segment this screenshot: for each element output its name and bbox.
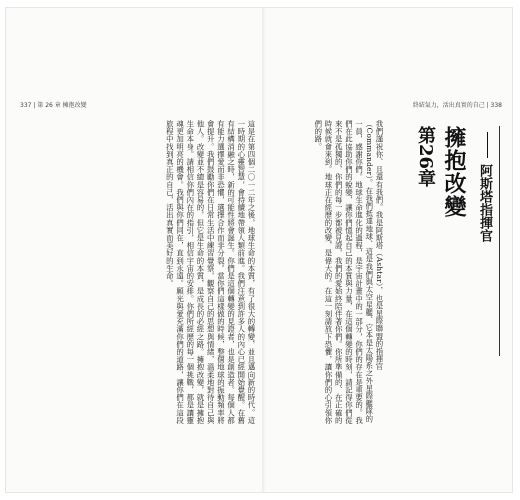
chapter-number: 第26章 [415, 126, 436, 188]
right-page-header: 終結氣力，活出真實的自己 | 338 [412, 102, 502, 109]
chapter-title: 擁抱改變 [441, 126, 467, 218]
chapter-rule [499, 126, 500, 356]
book-spread [6, 8, 512, 492]
chapter-heading [396, 126, 500, 386]
left-page-header: 337 | 第 26 章 擁抱改變 [20, 102, 87, 109]
subtitle-dash [487, 132, 488, 158]
left-page-body-text: 這是在第四個二〇一二年之後，地球生命的本質，有了很大的轉變，並且邁向新的時代。這一時期的心靈智慧，會持續地帶領人類前進。我們注意到許多人的內心已經開始覺醒。在舊有結構消融之時，新的可能性將會誕生。你們是這個轉變的見證者，也是創造者。每個人都有能力選擇愛而非恐懼，選擇合作而非分裂。當你們這樣做的時候，整個地球的振動頻率將會提升。我們鼓勵你們在日常生活中練習覺察，觀察自己的思想與情緒，溫柔地對待自己與他人。改變並不總是容易的，但它是生命的本質，是成長的必經之路。擁抱改變，就是擁抱生命本身。請相信你們內在的指引，相信宇宙的安排。你們所經歷的每一個挑戰，都是讓靈魂更加明亮的機會。我們與你們同在，直到永遠。願光與愛充滿你們的道路，讓你們在這段旅程中找到真正的自己，活出真實而美好的生命。 [165, 120, 256, 424]
right-page-body-text: 我們謹祝你、且還有我們。我是阿斯塔（Ashtar），也是星際聯盟的指揮官（Commander）。在我們抵達地球、這是我們與太空星艦、它本是太陽系之外星際艦隊的一員，感謝你們。地球生命進化的過程，是宇宙計畫中的一部分，你們的存在是重要的。我們在此協助你們的蛻變，讓你們憶起自己的本質與力量，在這個轉變的時刻，請記得你們從來不是孤獨的，你們的每一步都被見證，我們的愛始終陪伴著你們。你所準備的、在正確的時候就會來到。地球正在經歷的改變，是偉大的。在這一刻請放下恐懼，讓你們的心引領你們的路。 [313, 120, 384, 424]
chapter-subtitle: 阿斯塔指揮官 [477, 164, 492, 242]
